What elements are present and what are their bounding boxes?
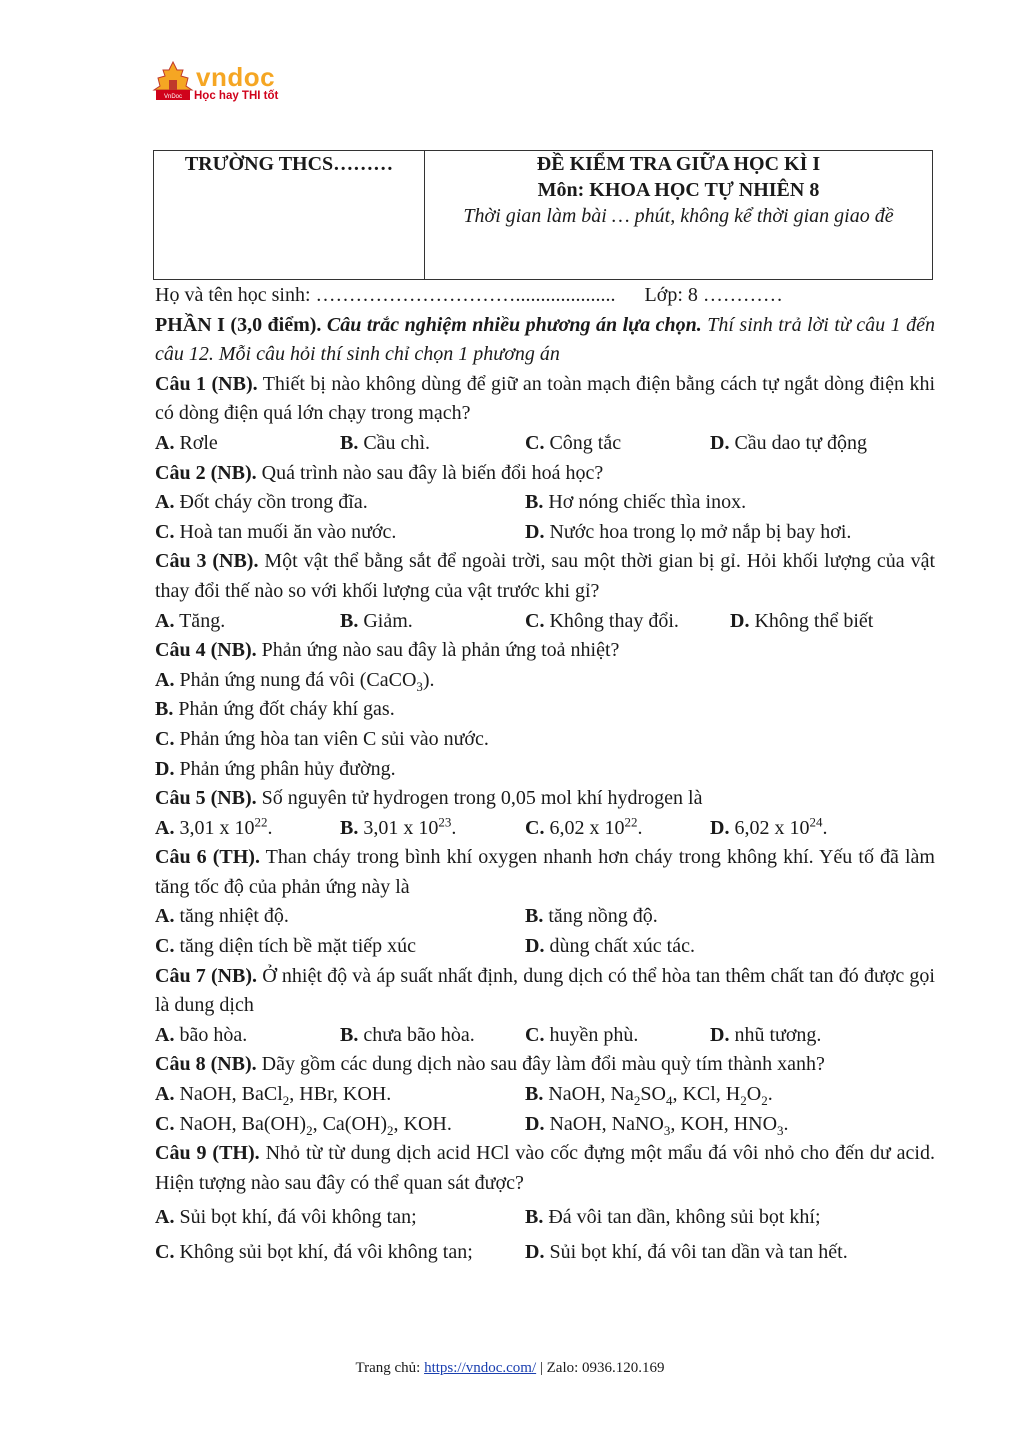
option-a: A. Tăng. (155, 609, 226, 632)
question-5-options (155, 814, 935, 844)
student-name-label: Họ và tên học sinh: ………………………….................... (155, 284, 621, 306)
option-c: C. Công tắc (525, 431, 622, 454)
logo-brand: vndoc (196, 62, 276, 92)
vndoc-logo (152, 60, 302, 108)
question-label: Câu 6 (TH). (155, 846, 260, 869)
option-c: C. 6,02 x $10^{22}$. (525, 814, 643, 839)
question-text: Phản ứng nào sau đây là phản ứng toả nhiệt? (256, 639, 620, 662)
exam-body (155, 281, 935, 1268)
question-text: Than cháy trong bình khí oxygen nhanh hơn cháy trong không khí. Yếu tố đã làm tăng tốc độ của phản ứng này là (155, 846, 935, 898)
question-label: Câu 8 (NB). (155, 1053, 257, 1076)
question-6-options-row2 (155, 932, 935, 962)
question-6-options-row1 (155, 902, 935, 932)
option-d: D. NaOH, NaNO$_3$, KOH, $HNO_3$. (525, 1112, 789, 1138)
question-3-options (155, 607, 935, 637)
option-d: D. Phản ứng phân hủy đường. (155, 757, 396, 780)
question-text: Nhỏ từ từ dung dịch acid HCl vào cốc đựng một mẩu đá vôi nhỏ cho đến dư acid. Hiện tượng nào sau đây có thể quan sát được? (155, 1142, 935, 1194)
logo-badge-text: VnDoc (163, 94, 183, 100)
part1-title: PHẦN I (3,0 điểm). (155, 313, 322, 336)
option-d: D. dùng chất xúc tác. (525, 935, 695, 958)
question-text: Số nguyên tử hydrogen trong 0,05 mol khí hydrogen là (256, 787, 703, 810)
question-2 (155, 459, 935, 489)
footer-prefix: Trang chủ: (355, 1360, 425, 1376)
option-c: C. Không thay đổi. (525, 609, 679, 632)
option-c: C. NaOH, $Ba(OH)_2$, $Ca(OH)_2$, KOH. (155, 1112, 452, 1138)
question-7-options (155, 1021, 935, 1051)
student-class-label: Lớp: 8 ………… (644, 284, 783, 306)
question-text: Quá trình nào sau đây là biến đổi hoá học? (256, 461, 604, 484)
option-d: D. Sủi bọt khí, đá vôi tan dần và tan hết. (525, 1241, 848, 1263)
question-label: Câu 9 (TH). (155, 1142, 260, 1165)
option-c: C. huyền phù. (525, 1023, 639, 1046)
question-1 (155, 370, 935, 429)
exam-title: ĐỀ KIỂM TRA GIỮA HỌC KÌ I (536, 153, 821, 175)
exam-subject: Môn: KHOA HỌC TỰ NHIÊN 8 (537, 179, 820, 201)
logo-slogan: Học hay THI tốt (194, 90, 279, 102)
question-6 (155, 843, 935, 902)
question-1-options (155, 429, 935, 459)
question-3 (155, 547, 935, 606)
footer-suffix: | Zalo: 0936.120.169 (536, 1360, 665, 1376)
exam-header-table (153, 150, 933, 280)
question-text: Một vật thể bằng sắt để ngoài trời, sau một thời gian bị gỉ. Hỏi khối lượng của vật thay đổi thế nào so với khối lượng của vật trước khi gỉ? (155, 550, 936, 602)
question-4 (155, 636, 935, 666)
option-c: C. Phản ứng hòa tan viên C sủi vào nước. (155, 727, 489, 750)
option-a: A. tăng nhiệt độ. (155, 905, 289, 928)
exam-info (425, 151, 933, 280)
question-2-options-row2 (155, 518, 935, 548)
option-b: B. Phản ứng đốt cháy khí gas. (155, 698, 395, 721)
option-b: B. Cầu chì. (340, 431, 430, 454)
question-label: Câu 3 (NB). (155, 550, 259, 573)
footer-homepage-link[interactable]: https://vndoc.com/ (424, 1360, 537, 1376)
question-label: Câu 5 (NB). (155, 787, 257, 810)
option-c: C. Hoà tan muối ăn vào nước. (155, 520, 397, 543)
option-b: B. tăng nồng độ. (525, 905, 658, 928)
question-2-options-row1 (155, 488, 935, 518)
question-text: Ở nhiệt độ và áp suất nhất định, dung dịch có thể hòa tan thêm chất tan đó được gọi là dung dịch (155, 964, 935, 1017)
question-9-options-row2 (155, 1238, 935, 1268)
option-c: C. tăng diện tích bề mặt tiếp xúc (155, 935, 417, 958)
option-c: C. Không sủi bọt khí, đá vôi không tan; (155, 1241, 473, 1263)
page-footer (0, 1360, 1020, 1377)
option-a: A. Phản ứng nung đá vôi (CaCO$_3$). (155, 668, 435, 694)
question-8-options-row2 (155, 1110, 935, 1140)
question-5 (155, 784, 935, 814)
option-a: A. Rơle (155, 431, 218, 454)
option-b: B. Hơ nóng chiếc thìa inox. (525, 491, 747, 514)
option-b: B. Giảm. (340, 609, 413, 632)
part1-instruction: Thí sinh trả lời từ câu 1 đến câu 12. Mỗi câu hỏi thí sinh chỉ chọn 1 phương án (155, 313, 935, 366)
question-text: Thiết bị nào không dùng để giữ an toàn mạch điện bằng cách tự ngắt dòng điện khi có dòng điện quá lớn chạy trong mạch? (155, 372, 935, 425)
option-d: D. Cầu dao tự động (710, 431, 867, 454)
option-d: D. Không thể biết (730, 609, 874, 632)
option-a: A. 3,01 x $10^{22}$. (155, 814, 273, 839)
option-a: A. Đốt cháy cồn trong đĩa. (155, 491, 368, 514)
option-d: D. 6,02 x $10^{24}$. (710, 814, 828, 839)
question-8 (155, 1050, 935, 1080)
temple-logo-icon (152, 60, 194, 104)
student-info-line (155, 281, 935, 311)
option-a: A. Sủi bọt khí, đá vôi không tan; (155, 1206, 417, 1229)
question-9 (155, 1139, 935, 1198)
question-text: Dãy gồm các dung dịch nào sau đây làm đổi màu quỳ tím thành xanh? (256, 1053, 825, 1076)
question-label: Câu 2 (NB). (155, 461, 257, 484)
option-a: A. NaOH, BaCl$_2$, HBr, KOH. (155, 1083, 392, 1109)
option-b: B. chưa bão hòa. (340, 1023, 475, 1046)
question-label: Câu 1 (NB). (155, 372, 258, 395)
option-d: D. nhũ tương. (710, 1023, 822, 1046)
question-7 (155, 962, 935, 1021)
school-name: TRƯỜNG THCS……… (154, 151, 425, 280)
option-b: B. NaOH, $Na_2SO_4$, KCl, $H_2O_2$. (525, 1083, 773, 1109)
part1-heading (155, 311, 935, 370)
question-8-options-row1 (155, 1080, 935, 1110)
option-d: D. Nước hoa trong lọ mở nắp bị bay hơi. (525, 520, 852, 543)
question-label: Câu 7 (NB). (155, 964, 258, 987)
option-b: B. 3,01 x $10^{23}$. (340, 814, 457, 839)
question-label: Câu 4 (NB). (155, 639, 257, 662)
option-b: B. Đá vôi tan dần, không sủi bọt khí; (525, 1206, 821, 1229)
option-a: A. bão hòa. (155, 1023, 248, 1046)
question-9-options-row1 (155, 1203, 935, 1233)
part1-subtitle: Câu trắc nghiệm nhiều phương án lựa chọn. (321, 313, 702, 336)
exam-time-note: Thời gian làm bài … phút, không kể thời gian giao đề (463, 205, 894, 227)
